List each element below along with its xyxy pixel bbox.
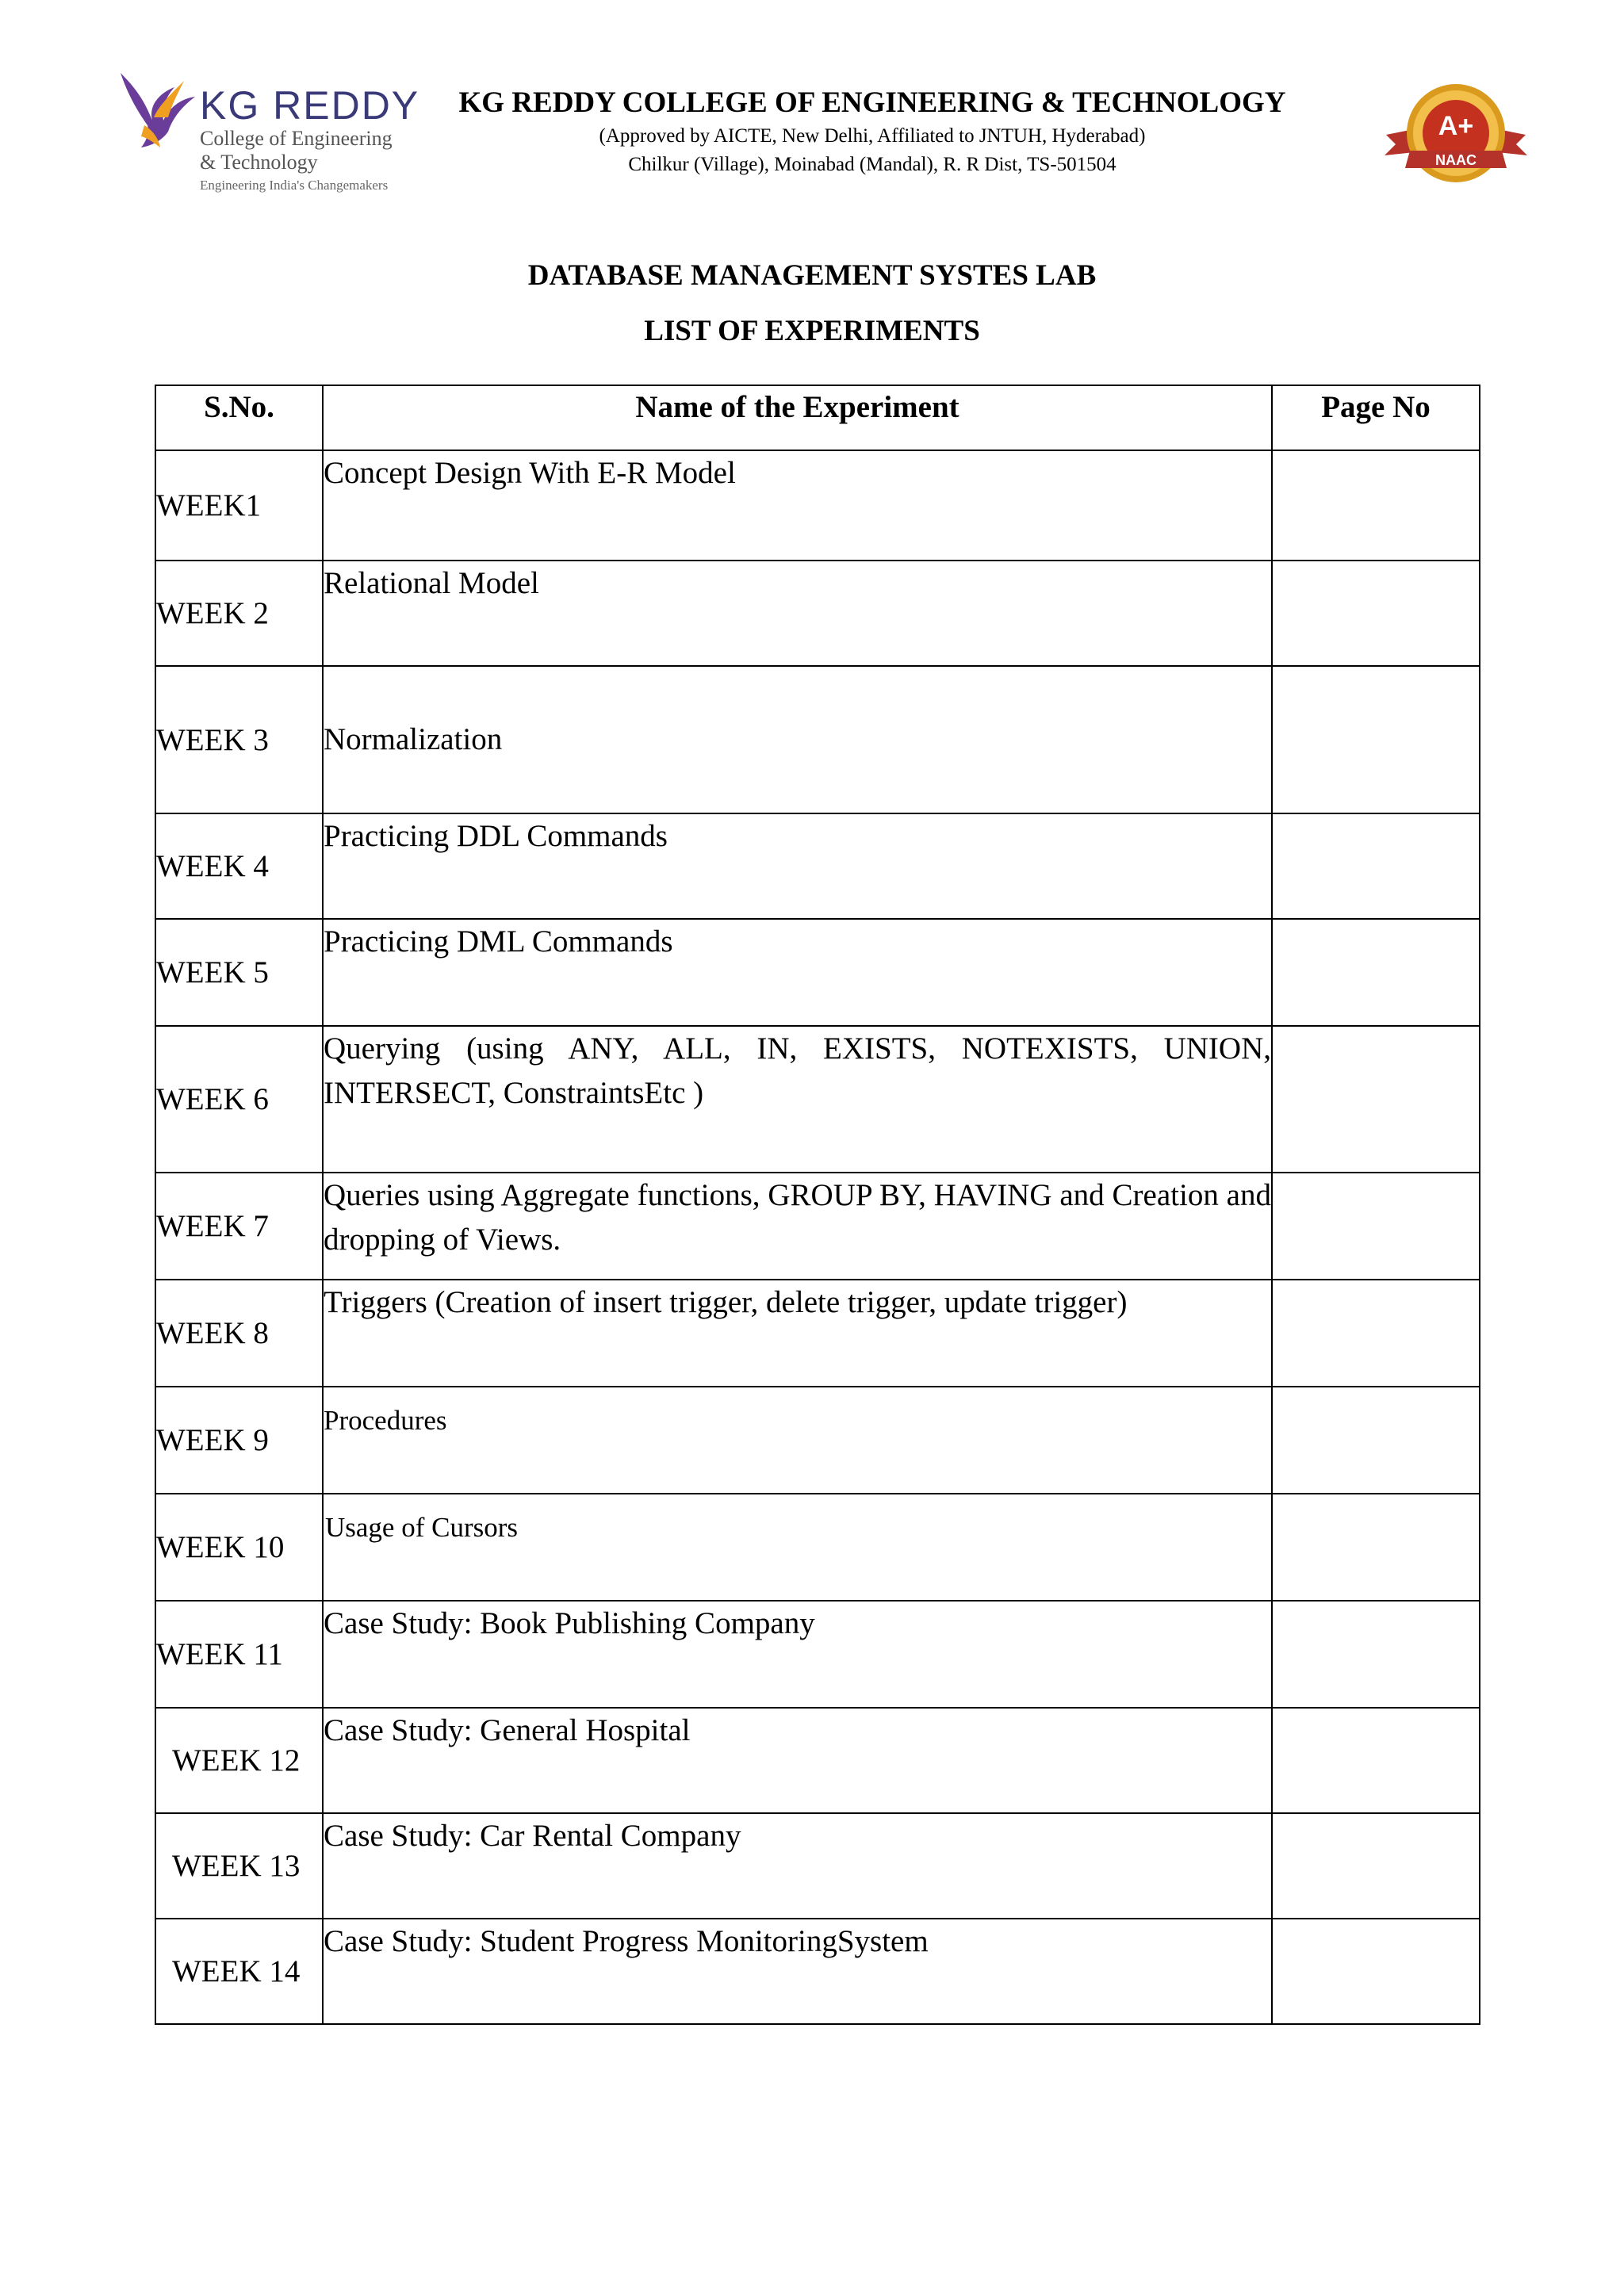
college-address: Chilkur (Village), Moinabad (Mandal), R. R Dist, TS-501504 — [628, 154, 1116, 175]
lab-title: DATABASE MANAGEMENT SYSTES LAB — [527, 259, 1097, 292]
row-page — [1272, 813, 1480, 919]
row-sno: WEEK 3 — [155, 666, 323, 813]
college-logo — [113, 65, 420, 200]
list-title: LIST OF EXPERIMENTS — [644, 315, 980, 347]
row-page — [1272, 666, 1480, 813]
table-row — [155, 919, 1480, 1026]
header-experiment: Name of the Experiment — [323, 385, 1272, 450]
header-sno: S.No. — [155, 385, 323, 450]
row-experiment: Querying (using ANY, ALL, IN, EXISTS, NOTEXISTS, UNION, INTERSECT, ConstraintsEtc ) — [323, 1026, 1272, 1173]
table-row — [155, 1173, 1480, 1280]
row-experiment: Case Study: Car Rental Company — [323, 1813, 1272, 1919]
row-page — [1272, 1173, 1480, 1280]
row-sno: WEEK 2 — [155, 561, 323, 666]
experiments-table — [155, 385, 1480, 2025]
row-page — [1272, 450, 1480, 561]
row-page — [1272, 1494, 1480, 1601]
row-experiment: Procedures — [323, 1387, 1272, 1494]
table-header-row — [155, 385, 1480, 450]
row-page — [1272, 1387, 1480, 1494]
row-page — [1272, 1813, 1480, 1919]
table-row — [155, 561, 1480, 666]
table-row — [155, 666, 1480, 813]
row-experiment: Usage of Cursors — [323, 1494, 1272, 1601]
row-sno: WEEK 11 — [155, 1601, 323, 1708]
row-experiment: Concept Design With E-R Model — [323, 450, 1272, 561]
table-row — [155, 1813, 1480, 1919]
row-sno: WEEK 6 — [155, 1026, 323, 1173]
row-experiment: Case Study: General Hospital — [323, 1708, 1272, 1813]
logo-name: KG REDDY — [200, 83, 420, 128]
row-sno: WEEK 13 — [155, 1813, 323, 1919]
row-sno: WEEK 8 — [155, 1280, 323, 1387]
row-page — [1272, 1919, 1480, 2024]
row-page — [1272, 1708, 1480, 1813]
row-sno: WEEK 5 — [155, 919, 323, 1026]
naac-badge-icon — [1378, 79, 1534, 198]
logo-tagline: Engineering India's Changemakers — [200, 178, 389, 193]
seal-body: NAAC — [1435, 152, 1477, 168]
table-row — [155, 1919, 1480, 2024]
row-sno: WEEK 7 — [155, 1173, 323, 1280]
row-experiment: Case Study: Student Progress MonitoringSystem — [323, 1919, 1272, 2024]
row-page — [1272, 919, 1480, 1026]
naac-seal — [1378, 79, 1534, 198]
table-row — [155, 1387, 1480, 1494]
row-page — [1272, 1026, 1480, 1173]
table-row — [155, 1026, 1480, 1173]
row-experiment: Normalization — [323, 666, 1272, 813]
row-page — [1272, 1601, 1480, 1708]
table-row — [155, 1494, 1480, 1601]
college-approval: (Approved by AICTE, New Delhi, Affiliated to JNTUH, Hyderabad) — [599, 125, 1146, 147]
row-page — [1272, 561, 1480, 666]
header-page: Page No — [1272, 385, 1480, 450]
row-sno: WEEK 12 — [155, 1708, 323, 1813]
row-page — [1272, 1280, 1480, 1387]
row-experiment: Case Study: Book Publishing Company — [323, 1601, 1272, 1708]
row-sno: WEEK1 — [155, 450, 323, 561]
row-experiment: Practicing DDL Commands — [323, 813, 1272, 919]
college-name: KG REDDY COLLEGE OF ENGINEERING & TECHNOLOGY — [458, 86, 1286, 119]
seal-grade: A+ — [1438, 111, 1474, 141]
table-row — [155, 450, 1480, 561]
table-row — [155, 813, 1480, 919]
table-row — [155, 1601, 1480, 1708]
logo-line2: & Technology — [200, 151, 318, 174]
row-sno: WEEK 10 — [155, 1494, 323, 1601]
row-sno: WEEK 14 — [155, 1919, 323, 2024]
row-experiment: Queries using Aggregate functions, GROUP BY, HAVING and Creation and dropping of Views. — [323, 1173, 1272, 1280]
logo-line1: College of Engineering — [200, 127, 393, 150]
row-sno: WEEK 4 — [155, 813, 323, 919]
eagle-icon — [113, 65, 200, 152]
row-experiment: Relational Model — [323, 561, 1272, 666]
table-row — [155, 1708, 1480, 1813]
row-experiment: Practicing DML Commands — [323, 919, 1272, 1026]
row-sno: WEEK 9 — [155, 1387, 323, 1494]
table-row — [155, 1280, 1480, 1387]
row-experiment: Triggers (Creation of insert trigger, delete trigger, update trigger) — [323, 1280, 1272, 1387]
